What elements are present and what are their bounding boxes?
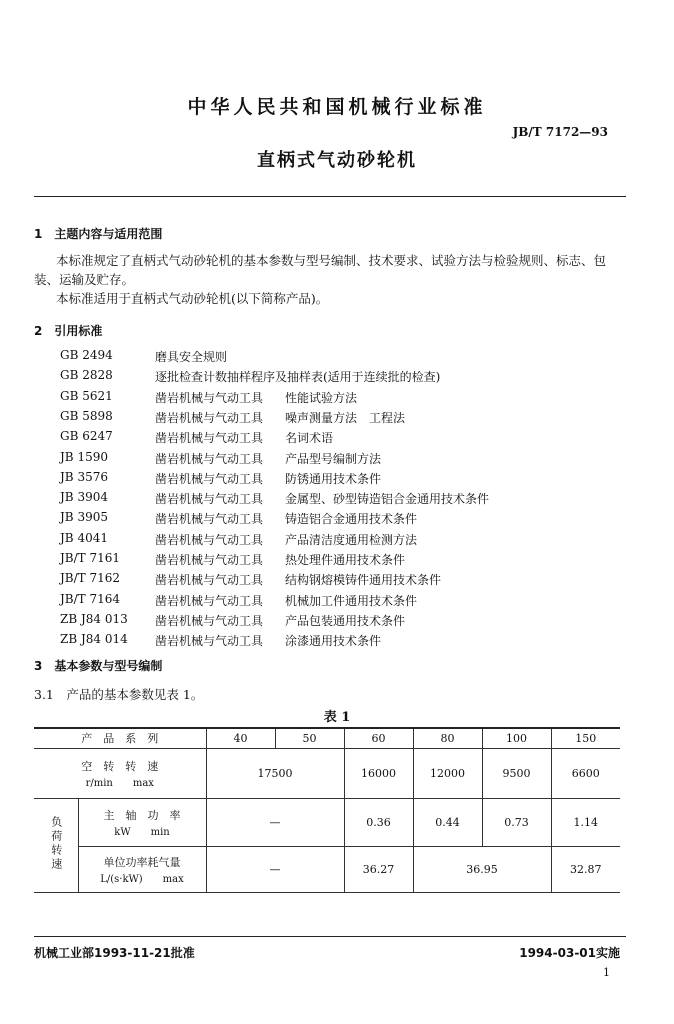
reference-code: GB 2494 xyxy=(60,348,113,362)
series-60: 60 xyxy=(344,728,413,748)
reference-code: GB 6247 xyxy=(60,429,113,443)
reference-code: JB 3905 xyxy=(60,510,108,524)
reference-standard-name: 凿岩机械与气动工具 xyxy=(155,512,264,526)
idle-speed-40-50: 17500 xyxy=(206,748,344,798)
reference-title: 铸造铝合金通用技术条件 xyxy=(285,512,418,526)
reference-title: 产品型号编制方法 xyxy=(285,452,382,466)
reference-standard-name: 凿岩机械与气动工具 xyxy=(155,472,264,486)
reference-code: ZB J84 014 xyxy=(60,632,128,646)
reference-title: 产品清洁度通用检测方法 xyxy=(285,533,418,547)
implementation-date: 1994-03-01实施 xyxy=(519,946,620,960)
idle-speed-100: 9500 xyxy=(482,748,551,798)
idle-speed-label-cell xyxy=(34,748,206,798)
idle-speed-80: 12000 xyxy=(413,748,482,798)
section-3-heading: 3 基本参数与型号编制 xyxy=(34,659,163,673)
air-label: 单位功率耗气量 xyxy=(103,855,181,869)
reference-standard-name: 凿岩机械与气动工具 xyxy=(155,533,264,547)
reference-title: 噪声测量方法 工程法 xyxy=(285,411,406,425)
reference-title: 产品包装通用技术条件 xyxy=(285,614,406,628)
power-100: 0.73 xyxy=(482,798,551,846)
table-row xyxy=(34,798,620,846)
air-60: 36.27 xyxy=(344,846,413,892)
document-title: 直柄式气动砂轮机 xyxy=(257,150,417,171)
power-40-50: — xyxy=(206,798,344,846)
air-80-100: 36.95 xyxy=(413,846,551,892)
power-80: 0.44 xyxy=(413,798,482,846)
reference-standard-name: 磨具安全规则 xyxy=(155,350,228,364)
idle-speed-150: 6600 xyxy=(551,748,620,798)
footer-rule xyxy=(34,936,626,937)
basic-parameters-table xyxy=(34,727,620,893)
series-40: 40 xyxy=(206,728,275,748)
table-row xyxy=(34,846,620,892)
reference-standard-name: 凿岩机械与气动工具 xyxy=(155,452,264,466)
power-unit: kW min xyxy=(114,826,170,838)
section-1-paragraph-2: 本标准适用于直柄式气动砂轮机(以下简称产品)。 xyxy=(56,291,329,306)
idle-speed-60: 16000 xyxy=(344,748,413,798)
reference-code: GB 5621 xyxy=(60,389,113,403)
reference-title: 机械加工件通用技术条件 xyxy=(285,594,418,608)
power-60: 0.36 xyxy=(344,798,413,846)
reference-code: JB 3904 xyxy=(60,490,108,504)
reference-title: 涂漆通用技术条件 xyxy=(285,634,382,648)
power-label: 主 轴 功 率 xyxy=(103,808,181,822)
idle-speed-label: 空 转 转 速 xyxy=(81,759,159,773)
table-row xyxy=(34,728,620,748)
clause-3-1: 3.1 产品的基本参数见表 1。 xyxy=(34,687,204,702)
table-caption: 表 1 xyxy=(323,710,351,725)
section-2-heading: 2 引用标准 xyxy=(34,324,103,338)
table-row xyxy=(34,748,620,798)
air-unit: L/(s·kW) max xyxy=(100,873,184,885)
issuing-organization: 中华人民共和国机械行业标准 xyxy=(187,96,487,118)
reference-title: 名词术语 xyxy=(285,431,334,445)
reference-code: JB/T 7161 xyxy=(60,551,121,565)
power-label-cell xyxy=(78,798,206,846)
section-1-heading: 1 主题内容与适用范围 xyxy=(34,227,163,241)
reference-standard-name: 逐批检查计数抽样程序及抽样表(适用于连续批的检查) xyxy=(155,370,441,384)
reference-title: 防锈通用技术条件 xyxy=(285,472,382,486)
approval-date: 机械工业部1993-11-21批准 xyxy=(34,946,195,960)
air-150: 32.87 xyxy=(551,846,620,892)
standard-number: JB/T 7172—93 xyxy=(512,125,608,139)
section-1-paragraph-1a: 本标准规定了直柄式气动砂轮机的基本参数与型号编制、技术要求、试验方法与检验规则、标志、包 xyxy=(56,253,607,268)
series-150: 150 xyxy=(551,728,620,748)
load-group-cell xyxy=(34,798,78,892)
idle-speed-unit: r/min max xyxy=(85,777,154,789)
series-80: 80 xyxy=(413,728,482,748)
reference-standard-name: 凿岩机械与气动工具 xyxy=(155,614,264,628)
series-100: 100 xyxy=(482,728,551,748)
reference-standard-name: 凿岩机械与气动工具 xyxy=(155,411,264,425)
reference-standard-name: 凿岩机械与气动工具 xyxy=(155,553,264,567)
reference-title: 性能试验方法 xyxy=(285,391,358,405)
reference-title: 结构钢熔模铸件通用技术条件 xyxy=(285,573,442,587)
reference-code: JB 3576 xyxy=(60,470,108,484)
reference-code: JB 4041 xyxy=(60,531,108,545)
reference-standard-name: 凿岩机械与气动工具 xyxy=(155,634,264,648)
air-label-cell xyxy=(78,846,206,892)
power-150: 1.14 xyxy=(551,798,620,846)
reference-code: JB 1590 xyxy=(60,450,108,464)
reference-code: JB/T 7164 xyxy=(60,592,121,606)
reference-standard-name: 凿岩机械与气动工具 xyxy=(155,431,264,445)
reference-code: GB 2828 xyxy=(60,368,113,382)
reference-title: 金属型、砂型铸造铝合金通用技术条件 xyxy=(285,492,490,506)
header-rule xyxy=(34,196,626,197)
series-label: 产 品 系 列 xyxy=(34,728,206,748)
reference-standard-name: 凿岩机械与气动工具 xyxy=(155,492,264,506)
reference-code: ZB J84 013 xyxy=(60,612,128,626)
section-1-paragraph-1b: 装、运输及贮存。 xyxy=(34,272,135,287)
reference-code: GB 5898 xyxy=(60,409,113,423)
reference-standard-name: 凿岩机械与气动工具 xyxy=(155,391,264,405)
series-50: 50 xyxy=(275,728,344,748)
load-group-label: 负荷转速 xyxy=(49,815,63,872)
page-number: 1 xyxy=(603,966,610,979)
reference-standard-name: 凿岩机械与气动工具 xyxy=(155,573,264,587)
air-40-50: — xyxy=(206,846,344,892)
reference-title: 热处理件通用技术条件 xyxy=(285,553,406,567)
reference-standard-name: 凿岩机械与气动工具 xyxy=(155,594,264,608)
reference-code: JB/T 7162 xyxy=(60,571,121,585)
